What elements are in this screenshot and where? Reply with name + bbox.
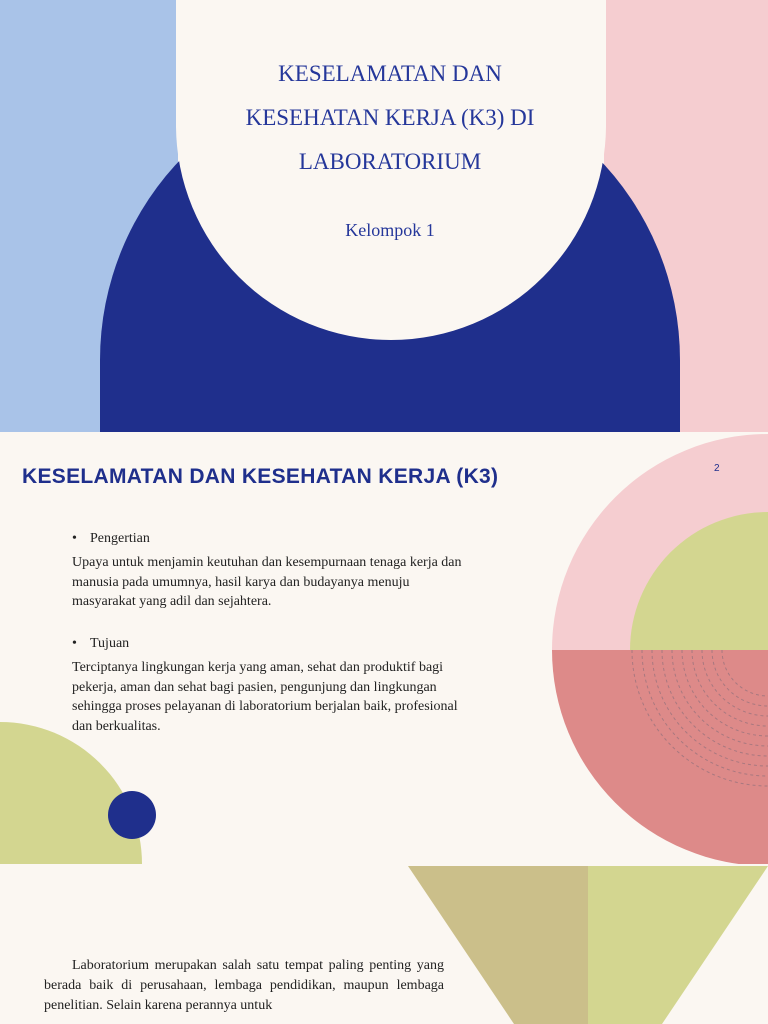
slide-heading: KESELAMATAN DAN KESEHATAN KERJA (K3) <box>22 465 499 488</box>
olive-triangle-shape <box>588 866 768 1024</box>
slide-laboratorium[interactable] <box>0 864 768 1024</box>
bullet-dot-icon: • <box>72 636 77 651</box>
paragraph-pengertian <box>72 553 528 612</box>
text-line: sehingga proses pelayanan di laboratorium berjalan baik, profesional <box>72 699 458 714</box>
coral-quarter-shape <box>552 650 768 864</box>
text-line: dan berkualitas. <box>72 718 161 734</box>
body-paragraph: Laboratorium merupakan salah satu tempat paling penting yang berada baik di perusahaan, lembaga pendidikan, maupun lembaga penelitian. Selain karena perannya untuk <box>44 958 444 1013</box>
title-line: KESEHATAN KERJA (K3) DI <box>245 105 535 130</box>
text-line: masyarakat yang adil dan sejahtera. <box>72 594 272 609</box>
slide-title[interactable] <box>0 0 768 432</box>
paragraph-tujuan <box>72 658 528 736</box>
bullet-tujuan <box>72 636 129 652</box>
navy-dot <box>108 791 156 839</box>
bullet-pengertian <box>72 531 150 547</box>
bullet-label: Tujuan <box>90 636 130 651</box>
title-line: KESELAMATAN DAN <box>278 61 502 86</box>
slide-title-text <box>200 52 580 184</box>
bullet-label: Pengertian <box>90 531 150 546</box>
slide-k3-definition[interactable] <box>0 432 768 864</box>
text-line: pekerja, aman dan sehat bagi pasien, pengunjung dan lingkungan <box>72 679 437 695</box>
text-line: Terciptanya lingkungan kerja yang aman, sehat dan produktif bagi <box>72 660 444 675</box>
slide-subtitle: Kelompok 1 <box>345 220 435 240</box>
bullet-dot-icon: • <box>72 531 77 546</box>
olive-corner-shape <box>0 722 142 864</box>
text-line: Upaya untuk menjamin keutuhan dan kesempurnaan tenaga kerja dan <box>72 555 462 570</box>
text-line: manusia pada umumnya, hasil karya dan budayanya menuju <box>72 574 410 590</box>
title-line: LABORATORIUM <box>298 149 482 174</box>
page-number: 2 <box>714 463 720 474</box>
